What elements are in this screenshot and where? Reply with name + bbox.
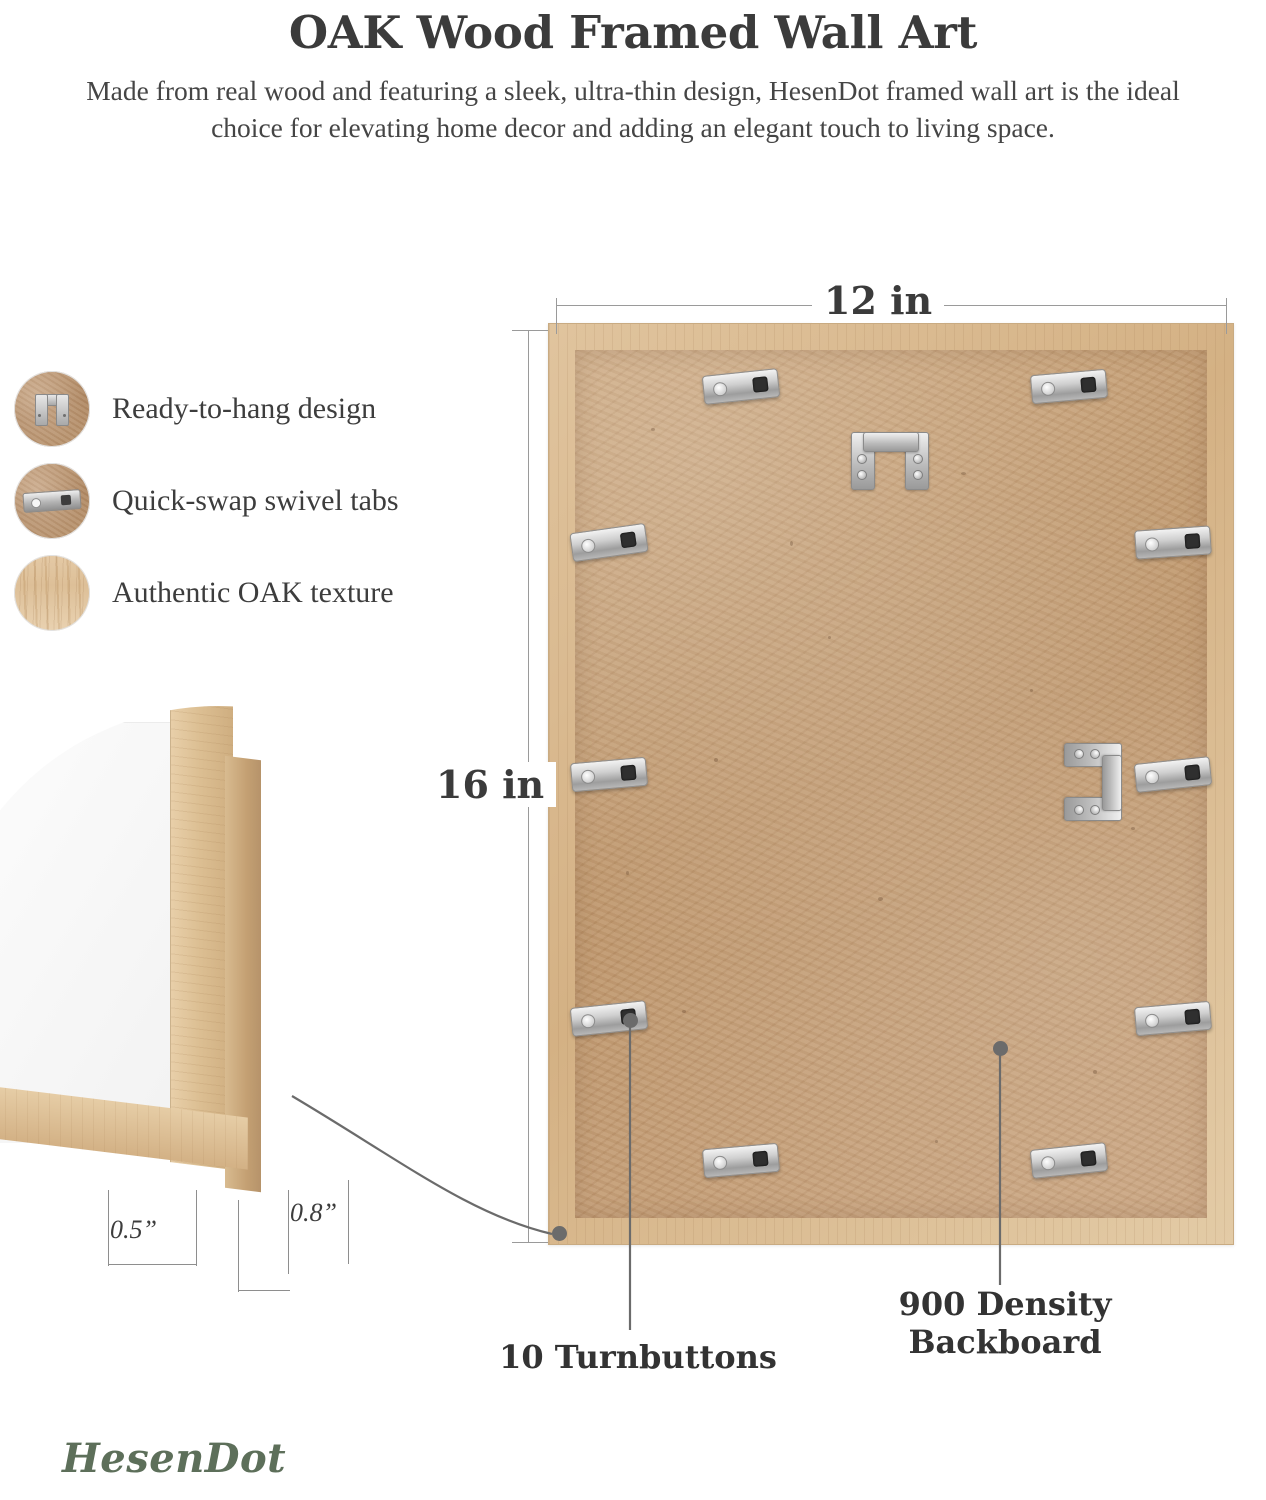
list-item	[14, 552, 494, 634]
callout-backboard-line2: Backboard	[908, 1323, 1102, 1362]
turnbutton	[1134, 525, 1212, 559]
turnbutton	[569, 523, 648, 562]
feature-label: Quick-swap swivel tabs	[112, 484, 399, 517]
oak-frame-border	[548, 323, 1234, 1245]
page-subtitle: Made from real wood and featuring a sleek, ultra-thin design, HesenDot framed wall art is the ideal choice for elevating home decor and adding an elegant touch to living space.	[86, 74, 1180, 143]
profile-depth-label: 0.5”	[110, 1215, 157, 1244]
callout-turnbuttons: 10 Turnbuttons	[499, 1338, 777, 1376]
width-label: 12 in	[812, 278, 944, 323]
height-label: 16 in	[424, 762, 556, 807]
brand-logo: HesenDot	[62, 1435, 287, 1482]
turnbutton-icon	[14, 463, 90, 539]
feature-label: Ready-to-hang design	[112, 392, 377, 425]
height-guide-tick-bottom	[512, 1242, 548, 1243]
turnbutton	[1030, 369, 1108, 405]
leader-dot-turnbutton	[623, 1013, 638, 1028]
turnbutton	[702, 368, 781, 405]
page-title: OAK Wood Framed Wall Art	[288, 6, 978, 59]
turnbutton	[1030, 1142, 1109, 1179]
turnbutton	[570, 757, 648, 793]
leader-dot-backboard	[993, 1041, 1008, 1056]
backboard	[575, 350, 1207, 1218]
profile-width-label: 0.8”	[290, 1198, 337, 1227]
frame-face	[170, 706, 233, 1170]
callout-backboard	[860, 1285, 1150, 1362]
hanger-bracket-top	[851, 432, 929, 488]
turnbutton	[1134, 756, 1213, 793]
list-item	[14, 460, 494, 542]
feature-list	[14, 368, 494, 644]
frame-back-view	[548, 323, 1234, 1245]
callout-backboard-line1: 900 Density	[898, 1285, 1112, 1323]
width-guide-tick-left	[556, 298, 557, 334]
turnbutton	[702, 1143, 780, 1179]
turnbutton	[1134, 1001, 1212, 1037]
leader-dot-profile	[552, 1226, 567, 1241]
header	[0, 0, 1266, 146]
height-guide-tick-top	[512, 330, 548, 331]
hanger-bracket-side	[1066, 743, 1122, 821]
feature-label: Authentic OAK texture	[112, 576, 394, 609]
hanger-icon	[14, 371, 90, 447]
width-guide-tick-right	[1226, 298, 1227, 334]
wood-grain-icon	[14, 555, 90, 631]
list-item	[14, 368, 494, 450]
artwork-surface	[0, 722, 184, 1143]
